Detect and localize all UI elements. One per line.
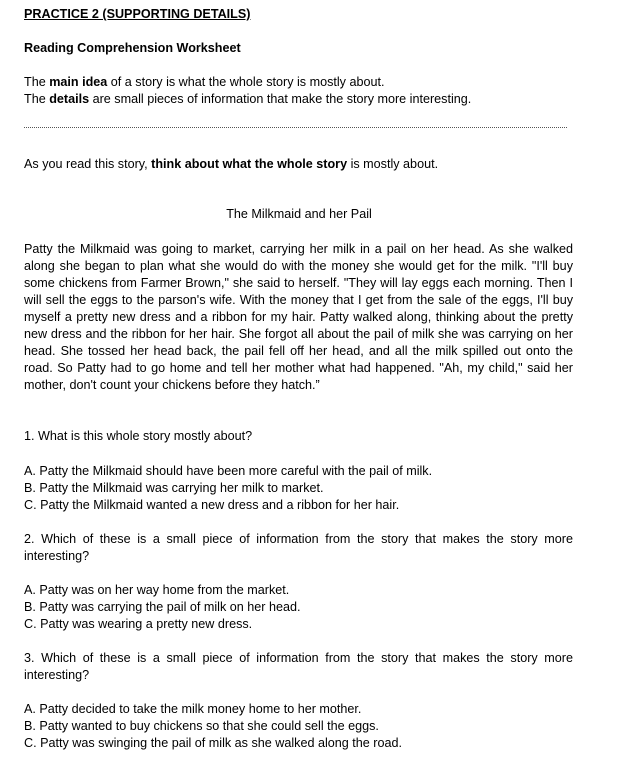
- question-1-option-b: B. Patty the Milkmaid was carrying her milk to market.: [24, 481, 324, 495]
- question-2-option-a: A. Patty was on her way home from the market.: [24, 583, 290, 597]
- main-idea-term: main idea: [49, 75, 108, 89]
- main-idea-definition: [24, 74, 384, 91]
- question-3-option-c: C. Patty was swinging the pail of milk as she walked along the road.: [24, 736, 403, 750]
- main-idea-post: of a story is what the whole story is mostly about.: [107, 75, 385, 89]
- instruction-emphasis: think about what the whole story: [151, 157, 348, 171]
- instruction-pre: As you read this story,: [24, 157, 152, 171]
- details-term: details: [49, 92, 90, 106]
- details-pre: The: [24, 92, 50, 106]
- question-3-option-b: B. Patty wanted to buy chickens so that she could sell the eggs.: [24, 719, 379, 733]
- main-idea-pre: The: [24, 75, 50, 89]
- question-2-option-c: C. Patty was wearing a pretty new dress.: [24, 617, 253, 631]
- details-post: are small pieces of information that make the story more interesting.: [89, 92, 472, 106]
- question-2-option-b: B. Patty was carrying the pail of milk on her head.: [24, 600, 301, 614]
- reading-instruction: [24, 156, 438, 173]
- question-3: 3. Which of these is a small piece of information from the story that makes the story more interesting?: [24, 651, 573, 682]
- question-3-option-a: A. Patty decided to take the milk money home to her mother.: [24, 702, 362, 716]
- story-text: Patty the Milkmaid was going to market, carrying her milk in a pail on her head. As she walked along she began to plan what she would do with the money she would get for the milk. "I'll buy some chickens from Farmer Brown," she said to herself. "They will lay eggs each morning. Then I will sell the eggs to the parson's wife. With the money that I get from the sale of the eggs, I'll buy myself a pretty new dress and a ribbon for my hair. Patty walked along, thinking about the pretty new dress and the ribbon for her hair. She forgot all about the pail of milk she was carrying on her head. She tossed her head back, the pail fell off her head, and all the milk spilled out onto the road. So Patty had to go home and tell her mother what had happened. "Ah, my child," said her mother, don't count your chickens before they hatch.”: [24, 242, 573, 392]
- question-1-option-c: C. Patty the Milkmaid wanted a new dress and a ribbon for her hair.: [24, 498, 400, 512]
- instruction-post: is mostly about.: [347, 157, 439, 171]
- question-1-option-a: A. Patty the Milkmaid should have been more careful with the pail of milk.: [24, 464, 433, 478]
- worksheet-title: Reading Comprehension Worksheet: [24, 41, 241, 55]
- question-1: 1. What is this whole story mostly about?: [24, 429, 253, 443]
- story-title: The Milkmaid and her Pail: [226, 207, 372, 221]
- practice-title: PRACTICE 2 (SUPPORTING DETAILS): [24, 7, 251, 21]
- details-definition: [24, 91, 471, 108]
- question-2: 2. Which of these is a small piece of information from the story that makes the story more interesting?: [24, 532, 573, 563]
- dotted-divider: [24, 127, 567, 128]
